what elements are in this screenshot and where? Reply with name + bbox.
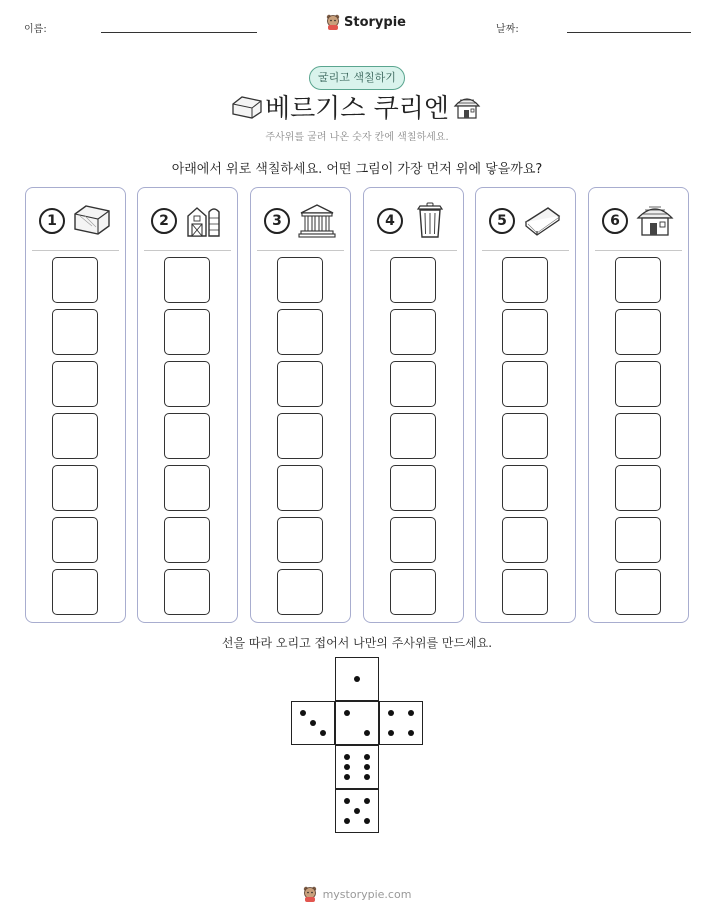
die-pip	[344, 774, 350, 780]
color-cell[interactable]	[390, 257, 436, 303]
page-title: 베르기스 쿠리엔	[264, 94, 450, 124]
name-line	[101, 32, 257, 33]
color-cell[interactable]	[615, 569, 661, 615]
color-cell[interactable]	[277, 309, 323, 355]
color-cell[interactable]	[502, 257, 548, 303]
color-cell[interactable]	[277, 257, 323, 303]
die-face-1	[335, 657, 379, 701]
color-cell[interactable]	[52, 569, 98, 615]
color-cell[interactable]	[277, 361, 323, 407]
activity-badge: 굴리고 색칠하기	[309, 66, 405, 90]
die-face-4	[379, 701, 423, 745]
page-subtitle: 주사위를 굴려 나온 숫자 칸에 색칠하세요.	[265, 132, 449, 143]
hut-icon	[635, 202, 675, 238]
book-icon	[522, 202, 562, 238]
color-cell[interactable]	[502, 517, 548, 563]
color-cell[interactable]	[390, 361, 436, 407]
color-cell[interactable]	[615, 413, 661, 459]
column-number: 4	[377, 208, 403, 234]
column-5	[475, 187, 576, 623]
color-cell[interactable]	[390, 517, 436, 563]
color-cell[interactable]	[615, 517, 661, 563]
trash-can-icon	[410, 202, 450, 238]
color-cell[interactable]	[52, 413, 98, 459]
hut-icon	[452, 92, 482, 122]
column-header	[32, 188, 119, 251]
column-header	[482, 188, 569, 251]
column-number: 2	[151, 208, 177, 234]
color-cell[interactable]	[164, 465, 210, 511]
milk-packet-icon	[72, 202, 112, 238]
color-cell[interactable]	[164, 257, 210, 303]
column-number: 1	[39, 208, 65, 234]
color-cell[interactable]	[615, 465, 661, 511]
column-2	[137, 187, 238, 623]
die-pip	[344, 798, 350, 804]
die-pip	[364, 774, 370, 780]
column-4	[363, 187, 464, 623]
barn-silo-icon	[184, 202, 224, 238]
color-cell[interactable]	[52, 257, 98, 303]
date-label: 날짜:	[496, 24, 519, 35]
color-cell[interactable]	[390, 465, 436, 511]
color-cell[interactable]	[390, 569, 436, 615]
color-cell[interactable]	[52, 465, 98, 511]
die-pip	[364, 798, 370, 804]
color-cell[interactable]	[615, 361, 661, 407]
column-header	[370, 188, 457, 251]
column-3	[250, 187, 351, 623]
die-face-6	[335, 745, 379, 789]
die-pip	[388, 710, 394, 716]
column-header	[144, 188, 231, 251]
color-cell[interactable]	[502, 413, 548, 459]
color-cell[interactable]	[277, 413, 323, 459]
name-label: 이름:	[24, 24, 47, 35]
die-pip	[408, 710, 414, 716]
date-line	[567, 32, 691, 33]
die-face-3	[291, 701, 335, 745]
footer-url[interactable]: mystorypie.com	[322, 887, 412, 901]
die-pip	[300, 710, 306, 716]
color-cell[interactable]	[52, 361, 98, 407]
die-pip	[344, 764, 350, 770]
column-header	[595, 188, 682, 251]
brand-logo	[326, 14, 406, 30]
die-pip	[388, 730, 394, 736]
bear-mascot-icon	[326, 14, 340, 30]
color-cell[interactable]	[390, 413, 436, 459]
color-cell[interactable]	[277, 569, 323, 615]
color-cell[interactable]	[164, 309, 210, 355]
footer	[0, 886, 714, 902]
color-cell[interactable]	[164, 517, 210, 563]
color-cell[interactable]	[277, 517, 323, 563]
institution-building-icon	[297, 202, 337, 238]
color-cell[interactable]	[502, 309, 548, 355]
color-cell[interactable]	[164, 569, 210, 615]
die-face-2	[335, 701, 379, 745]
die-instruction: 선을 따라 오리고 접어서 나만의 주사위를 만드세요.	[221, 636, 493, 650]
die-face-5	[335, 789, 379, 833]
die-pip	[344, 754, 350, 760]
color-cell[interactable]	[164, 361, 210, 407]
color-cell[interactable]	[52, 309, 98, 355]
color-cell[interactable]	[615, 257, 661, 303]
bear-mascot-icon	[303, 886, 317, 902]
color-cell[interactable]	[52, 517, 98, 563]
die-pip	[364, 818, 370, 824]
die-pip	[320, 730, 326, 736]
die-pip	[364, 730, 370, 736]
column-1	[25, 187, 126, 623]
die-pip	[344, 818, 350, 824]
column-6	[588, 187, 689, 623]
die-pip	[364, 764, 370, 770]
die-pip	[344, 710, 350, 716]
die-pip	[408, 730, 414, 736]
die-pip	[310, 720, 316, 726]
die-pip	[354, 808, 360, 814]
column-header	[257, 188, 344, 251]
color-cell[interactable]	[502, 569, 548, 615]
color-cell[interactable]	[277, 465, 323, 511]
color-cell[interactable]	[164, 413, 210, 459]
color-cell[interactable]	[502, 361, 548, 407]
instruction-text: 아래에서 위로 색칠하세요. 어떤 그림이 가장 먼저 위에 닿을까요?	[171, 162, 543, 177]
brand-name: Storypie	[344, 14, 406, 30]
column-number: 5	[489, 208, 515, 234]
column-number: 6	[602, 208, 628, 234]
die-pip	[354, 676, 360, 682]
die-pip	[364, 754, 370, 760]
color-cell[interactable]	[390, 309, 436, 355]
color-cell[interactable]	[502, 465, 548, 511]
color-cell[interactable]	[615, 309, 661, 355]
column-number: 3	[264, 208, 290, 234]
